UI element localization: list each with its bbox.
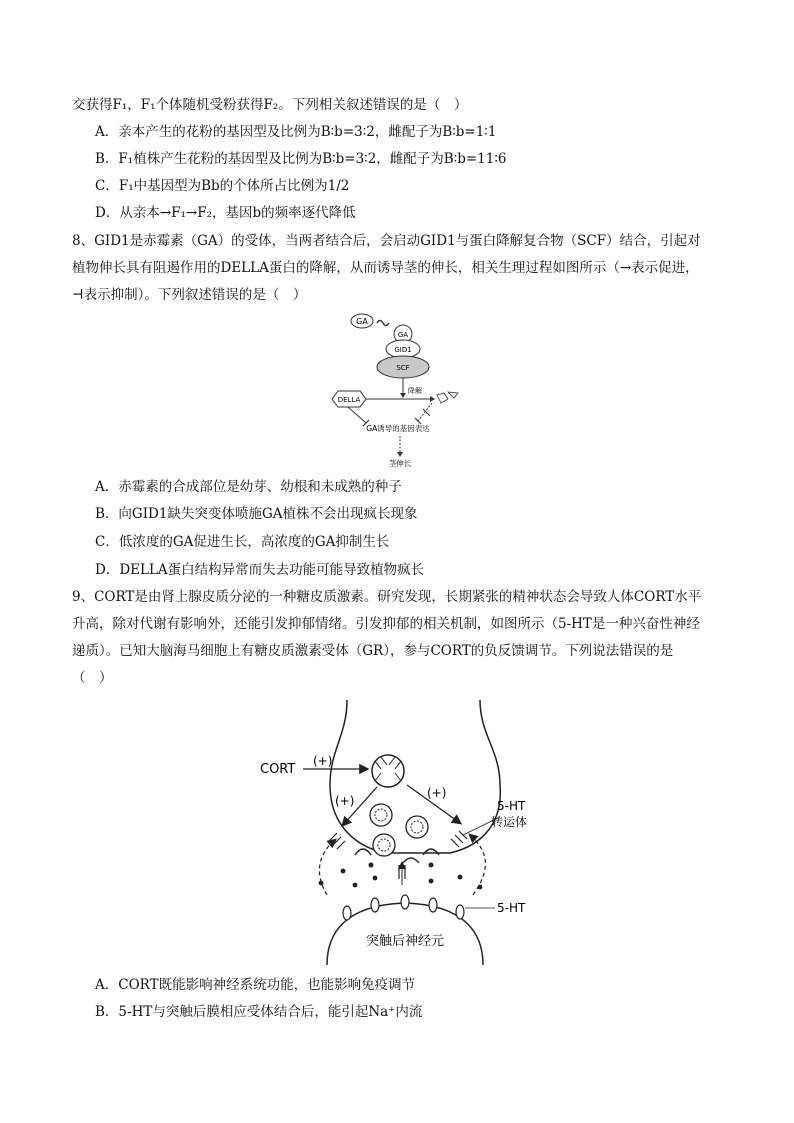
q8-option-c: C．低浓度的GA促进生长，高浓度的GA抑制生长 bbox=[95, 534, 390, 550]
synapse-figure bbox=[255, 695, 555, 965]
q7-option-b: B．F₁植株产生花粉的基因型及比例为B∶b=3∶2，雌配子为B∶b=11∶6 bbox=[95, 151, 507, 167]
q9-option-a: A．CORT既能影响神经系统功能，也能影响免疫调节 bbox=[95, 977, 416, 993]
vesicle-group bbox=[370, 804, 428, 856]
transporter-label-top: 5-HT bbox=[497, 799, 526, 813]
q7-option-d: D．从亲本→F₁→F₂，基因b的频率逐代降低 bbox=[95, 205, 356, 221]
q8-stem-line-1: 8、GID1是赤霉素（GA）的受体，当两者结合后，会启动GID1与蛋白降解复合物（SCF）结合，引起对 bbox=[72, 233, 701, 249]
gene-expression-label: GA诱导的基因表达 bbox=[366, 424, 430, 433]
receptor-circle bbox=[372, 755, 404, 787]
scf-label: SCF bbox=[396, 364, 410, 372]
postsynaptic-receptors bbox=[343, 895, 464, 920]
q8-option-d: D．DELLA蛋白结构异常而失去功能可能导致植物疯长 bbox=[95, 562, 425, 578]
q7-stem: 交获得F₁，F₁个体随机受粉获得F₂。下列相关叙述错误的是（ ） bbox=[72, 97, 468, 113]
q8-stem-line-3: ⊣表示抑制）。下列叙述错误的是（ ） bbox=[72, 287, 307, 303]
plus-label-1: (+) bbox=[313, 754, 333, 768]
plus-label-2: (+) bbox=[335, 794, 355, 808]
postsynaptic-label: 突触后神经元 bbox=[365, 934, 445, 949]
cort-label: CORT bbox=[260, 762, 296, 777]
serotonin-dots bbox=[319, 869, 483, 890]
q8-option-a: A．赤霉素的合成部位是幼芽、幼根和未成熟的种子 bbox=[95, 479, 402, 495]
wave-icon bbox=[377, 321, 389, 326]
q9-option-b: B．5-HT与突触后膜相应受体结合后，能引起Na⁺内流 bbox=[95, 1004, 423, 1020]
q9-stem-line-2: 升高，除对代谢有影响外，还能引发抑郁情绪。引发抑郁的相关机制，如图所示（5-HT是一种兴奋性神经 bbox=[72, 616, 700, 632]
ga-label: GA bbox=[356, 317, 368, 326]
stem-elongation-label: 茎伸长 bbox=[388, 459, 412, 468]
q9-stem-line-1: 9、CORT是由肾上腺皮质分泌的一种糖皮质激素。研究发现，长期紧张的精神状态会导致人体CORT水平 bbox=[72, 589, 702, 605]
ga-bound-label: GA bbox=[397, 331, 409, 339]
ga-pathway-figure bbox=[320, 305, 480, 470]
degraded-della-fragment bbox=[437, 393, 448, 403]
plus-label-3: (+) bbox=[427, 786, 447, 800]
q7-option-a: A．亲本产生的花粉的基因型及比例为B∶b=3∶2，雌配子为B∶b=1∶1 bbox=[95, 124, 497, 140]
degrade-label: 降解 bbox=[408, 387, 422, 395]
q8-stem-line-2: 植物伸长具有阻遏作用的DELLA蛋白的降解，从而诱导茎的伸长，相关生理过程如图所示（→表示促进， bbox=[72, 260, 699, 276]
q9-stem-line-3: 递质）。已知大脑海马细胞上有糖皮质激素受体（GR），参与CORT的负反馈调节。下列说法错误的是 bbox=[72, 643, 674, 659]
q9-stem-line-4: （ ） bbox=[72, 670, 113, 686]
q8-option-b: B．向GID1缺失突变体喷施GA植株不会出现疯长现象 bbox=[95, 506, 418, 522]
gid1-label: GID1 bbox=[394, 346, 412, 354]
q7-option-c: C．F₁中基因型为Bb的个体所占比例为1/2 bbox=[95, 178, 350, 194]
transporter-label-bottom: 转运体 bbox=[491, 815, 528, 829]
ht5-label: 5-HT bbox=[497, 901, 526, 915]
della-label: DELLA bbox=[337, 396, 361, 404]
